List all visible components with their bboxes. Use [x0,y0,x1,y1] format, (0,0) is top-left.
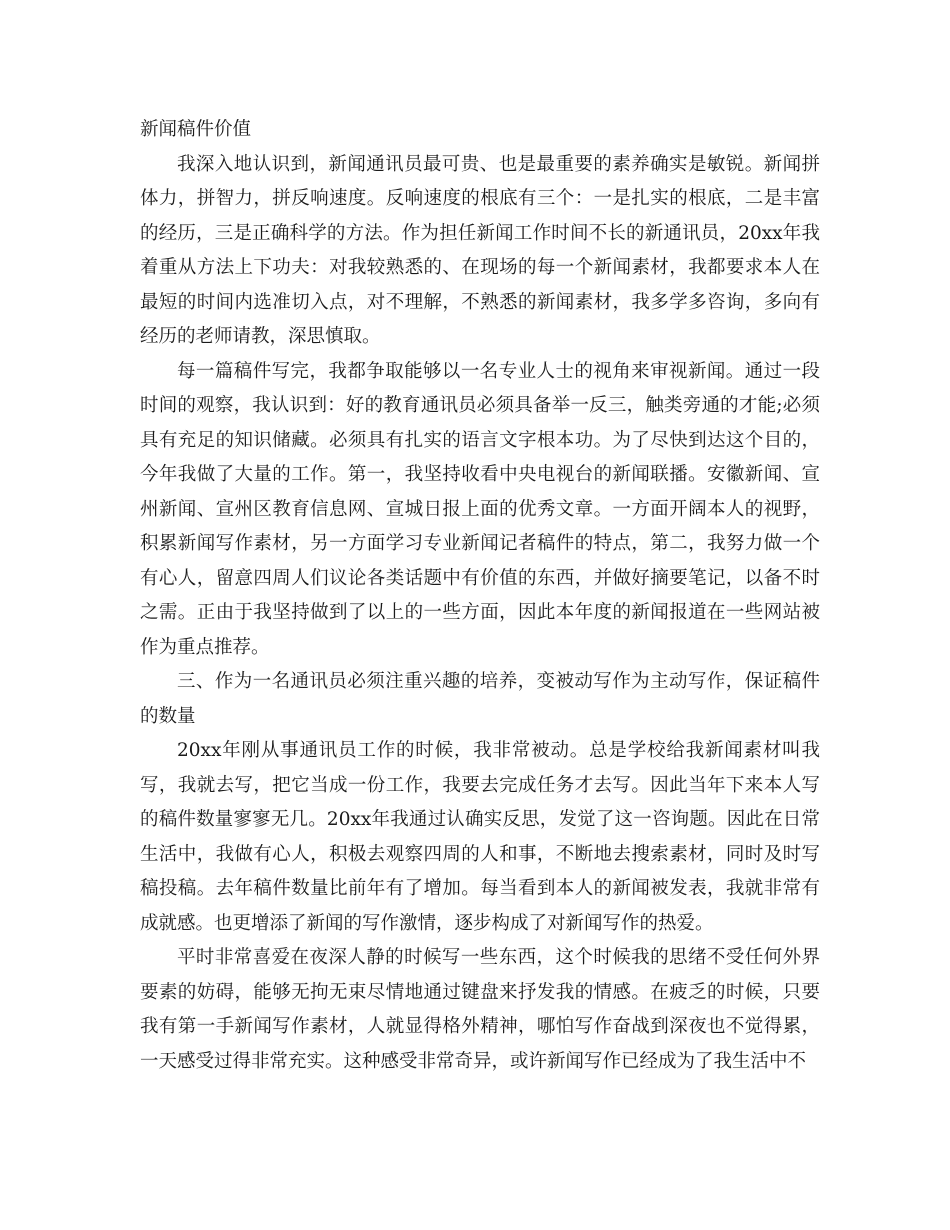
paragraph-5: 平时非常喜爱在夜深人静的时候写一些东西，这个时候我的思绪不受任何外界要素的妨碍，能够无拘无束尽情地通过键盘来抒发我的情感。在疲乏的时候，只要我有第一手新闻写作素材，人就显得格外精神，哪怕写作奋战到深夜也不觉得累，一天感受过得非常充实。这种感受非常奇异，或许新闻写作已经成为了我生活中不 [140,947,820,1072]
paragraph-4: 20xx年刚从事通讯员工作的时候，我非常被动。总是学校给我新闻素材叫我写，我就去写，把它当成一份工作，我要去完成任务才去写。因此当年下来本人写的稿件数量寥寥无几。20xx年我通过认确实反思，发觉了这一咨询题。因此在日常生活中，我做有心人，积极去观察四周的人和事，不断地去搜索素材，同时及时写稿投稿。去年稿件数量比前年有了增加。每当看到本人的新闻被发表，我就非常有成就感。也更增添了新闻的写作激情，逐步构成了对新闻写作的热爱。 [140,740,820,934]
document-title: 新闻稿件价值 [140,119,252,140]
paragraph-1: 我深入地认识到，新闻通讯员最可贵、也是最重要的素养确实是敏锐。新闻拼体力，拼智力，拼反响速度。反响速度的根底有三个：一是扎实的根底，二是丰富的经历，三是正确科学的方法。作为担任新闻工作时间不长的新通讯员，20xx年我着重从方法上下功夫：对我较熟悉的、在现场的每一个新闻素材，我都要求本人在最短的时间内选准切入点，对不理解，不熟悉的新闻素材，我多学多咨询，多向有经历的老师请教，深思慎取。 [140,153,820,347]
section-heading-3: 三、作为一名通讯员必须注重兴趣的培养，变被动写作为主动写作，保证稿件的数量 [140,671,820,727]
document-body [140,113,820,1079]
paragraph-2: 每一篇稿件写完，我都争取能够以一名专业人士的视角来审视新闻。通过一段时间的观察，我认识到：好的教育通讯员必须具备举一反三，触类旁通的才能;必须具有充足的知识储藏。必须具有扎实的语言文字根本功。为了尽快到达这个目的，今年我做了大量的工作。第一，我坚持收看中央电视台的新闻联播。安徽新闻、宣州新闻、宣州区教育信息网、宣城日报上面的优秀文章。一方面开阔本人的视野，积累新闻写作素材，另一方面学习专业新闻记者稿件的特点，第二，我努力做一个有心人，留意四周人们议论各类话题中有价值的东西，并做好摘要笔记，以备不时之需。正由于我坚持做到了以上的一些方面，因此本年度的新闻报道在一些网站被作为重点推荐。 [140,360,820,658]
